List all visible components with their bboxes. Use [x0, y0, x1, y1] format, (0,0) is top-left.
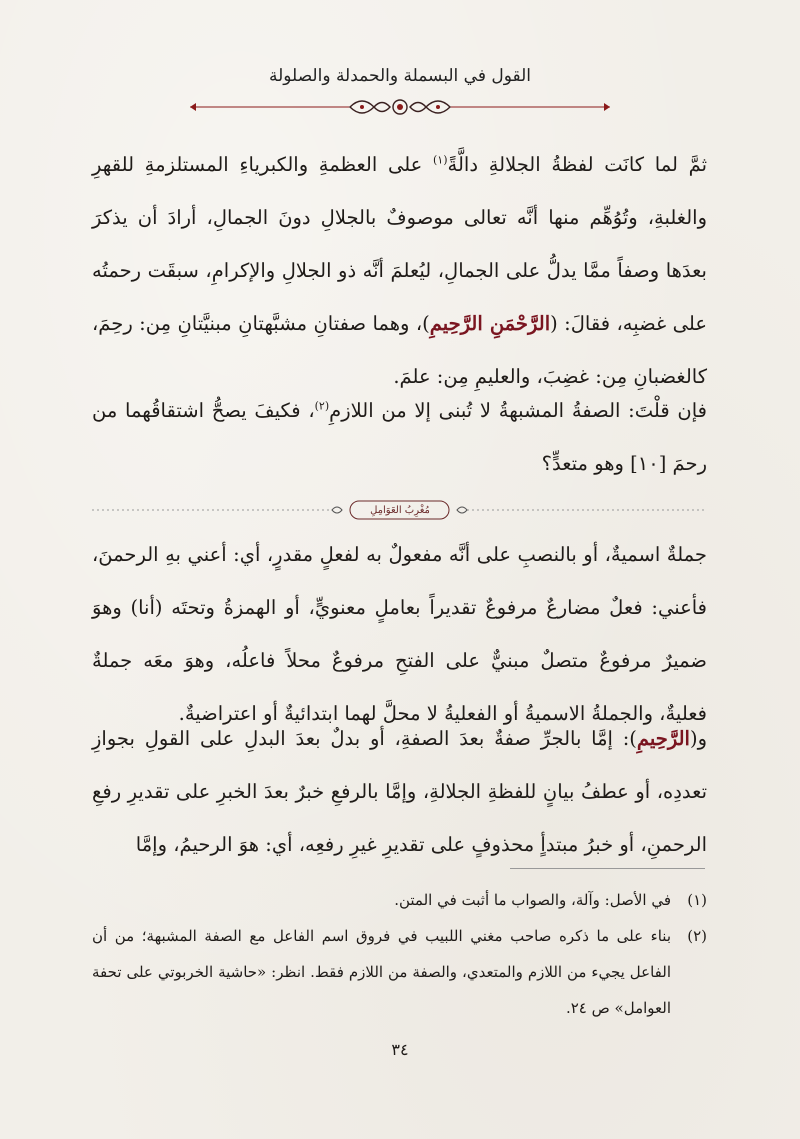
footnote-2-number: (٢): [687, 927, 707, 945]
paragraph-1-text-c: )، وهما صفتانِ مشبَّهتانِ مبنيَّتانِ مِن: رحِمَ، كالغضبانِ مِن: غضِبَ، والعليمِ مِن: علمَ.: [92, 312, 707, 388]
quoted-matn-text: الرَّحْمَنِ الرَّحِيمِ: [429, 312, 551, 335]
paragraph-commentary-1: [92, 138, 707, 403]
paragraph-irab-1: [92, 528, 707, 740]
footnotes: [92, 882, 707, 1026]
footnote-1-text: في الأصل: وآلة، والصواب ما أثبت في المتن.: [394, 891, 671, 909]
paragraph-4-text-a: و(: [689, 727, 707, 750]
quoted-matn-word: الرَّحِيمِ: [636, 727, 690, 750]
footnote-ref-2[interactable]: (٢): [314, 399, 330, 413]
page-number: ٣٤: [391, 1040, 409, 1059]
paragraph-3-text: جملةٌ اسميةٌ، أو بالنصبِ على أنَّه مفعولٌ به لفعلٍ مقدرٍ، أي: أعني بهِ الرحمنَ، فأعني: فعلٌ مضارعٌ مرفوعٌ تقديراً بعاملٍ معنويٍّ، أو الهمزةُ وتحتَه (أنا) وهوَ ضميرٌ مرفوعٌ متصلٌ مبنيٌّ على الفتحِ مرفوعٌ محلاً فاعلُه، وهوَ معَه جملةٌ فعليةٌ، والجملةُ الاسميةُ أو الفعليةُ لا محلَّ لهما ابتدائيةٌ أو اعتراضيةٌ.: [92, 543, 707, 725]
footnote-1-number: (١): [687, 891, 707, 909]
footnote-1: [92, 882, 707, 918]
paragraph-1-text-a: ثمَّ لما كانَت لفظةُ الجلالةِ دالَّةً: [447, 153, 707, 176]
paragraph-commentary-2: [92, 384, 707, 490]
header-ornament-icon: [190, 92, 610, 122]
running-header-title: القول في البسملة والحمدلة والصلولة: [268, 66, 531, 86]
paragraph-4-text-b: ): إمَّا بالجرِّ صفةٌ بعدَ الصفةِ، أو بدلٌ بعدَ البدلِ على القولِ بجوازِ تعددِه، أو عطفُ بيانٍ للفظةِ الجلالةِ، وإمَّا بالرفعِ خبرٌ بعدَ الخبرِ على تقديرِ رفعِ الرحمنِ، أو خبرُ مبتدأٍ محذوفٍ على تقديرِ غيرِ رفعِه، أي: هوَ الرحيمُ، وإمَّا: [92, 727, 707, 856]
footnote-ref-1[interactable]: (١): [433, 153, 448, 167]
footnote-2: [92, 918, 707, 1026]
paragraph-2-text-b: ، فكيفَ يصحُّ اشتقاقُهما من رحمَ [١٠] وهو متعدٍّ؟: [92, 399, 707, 475]
paragraph-1-text-b: على العظمةِ والكبرياءِ المستلزمةِ للقهرِ والغلبةِ، وتُوُهِّم منها أنَّه تعالى موصوفٌ بالجلالِ دونَ الجمالِ، أرادَ أن يذكرَ بعدَها وصفاً ممَّا يدلُّ على الجمالِ، ليُعلمَ أنَّه ذو الجلالِ والإكرامِ، سبقَت رحمتُه على غضبِه، فقالَ: (: [92, 153, 707, 335]
footnote-2-text: بناء على ما ذكره صاحب مغني اللبيب في فروق اسم الفاعل مع الصفة المشبهة؛ من أن الفاعل يجيء من اللازم والمتعدي، والصفة من اللازم فقط. انظر: «حاشية الخربوتي على تحفة العوامل» ص ٢٤.: [92, 927, 671, 1017]
footnote-separator: [510, 868, 705, 869]
paragraph-2-text-a: فإن قلْتَ: الصفةُ المشبهةُ لا تُبنى إلا من اللازمِ: [329, 399, 707, 422]
section-divider-label: مُغْرِبُ العَوَامِلِ: [370, 505, 430, 516]
paragraph-irab-2: [92, 712, 707, 871]
